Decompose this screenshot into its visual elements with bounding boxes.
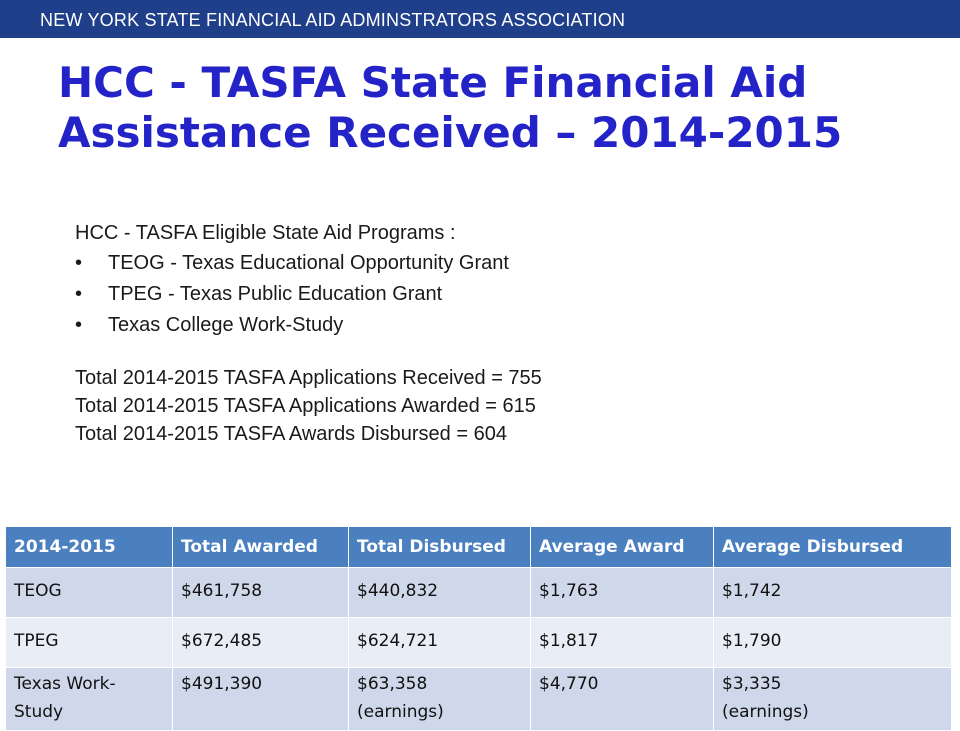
disbursed-amount: $63,358 xyxy=(357,674,428,694)
total-awarded-cell: $672,485 xyxy=(173,618,349,668)
table-row xyxy=(6,618,952,668)
average-award-cell: $1,763 xyxy=(531,568,714,618)
disbursed-note: (earnings) xyxy=(357,702,444,722)
average-award-cell: $1,817 xyxy=(531,618,714,668)
program-label: TEOG - Texas Educational Opportunity Grant xyxy=(108,252,509,274)
header-average-award: Average Award xyxy=(531,527,714,568)
header-total-disbursed: Total Disbursed xyxy=(349,527,531,568)
header-average-disbursed: Average Disbursed xyxy=(714,527,952,568)
programs-heading: HCC - TASFA Eligible State Aid Programs : xyxy=(75,222,456,244)
bullet: • xyxy=(75,252,83,274)
program-cell-line: Study xyxy=(14,702,64,722)
average-award-cell: $4,770 xyxy=(531,668,714,731)
total-disbursed-cell: $440,832 xyxy=(349,568,531,618)
association-name: NEW YORK STATE FINANCIAL AID ADMINSTRATORS ASSOCIATION xyxy=(40,10,626,30)
slide-title xyxy=(58,58,938,158)
aid-table xyxy=(5,526,952,731)
average-disbursed-cell xyxy=(714,668,952,731)
bullet: • xyxy=(75,314,83,336)
title-line-2: Assistance Received – 2014-2015 xyxy=(58,108,843,157)
slide-body xyxy=(75,218,895,447)
program-label: Texas College Work-Study xyxy=(108,314,344,336)
total-received: Total 2014-2015 TASFA Applications Received = 755 xyxy=(75,367,542,389)
program-cell-line: Texas Work- xyxy=(14,674,116,694)
total-awarded: Total 2014-2015 TASFA Applications Awarded = 615 xyxy=(75,395,536,417)
total-disbursed: Total 2014-2015 TASFA Awards Disbursed = 604 xyxy=(75,423,507,445)
totals-block xyxy=(75,363,895,447)
average-disbursed-cell: $1,742 xyxy=(714,568,952,618)
total-disbursed-cell xyxy=(349,668,531,731)
header-year: 2014-2015 xyxy=(6,527,173,568)
total-awarded-cell: $491,390 xyxy=(173,668,349,731)
table-row xyxy=(6,668,952,731)
total-awarded-cell: $461,758 xyxy=(173,568,349,618)
bullet: • xyxy=(75,283,83,305)
list-item xyxy=(75,310,895,341)
program-cell xyxy=(6,668,173,731)
table-row xyxy=(6,568,952,618)
average-disbursed-cell: $1,790 xyxy=(714,618,952,668)
program-label: TPEG - Texas Public Education Grant xyxy=(108,283,443,305)
program-cell: TPEG xyxy=(6,618,173,668)
program-cell: TEOG xyxy=(6,568,173,618)
total-disbursed-cell: $624,721 xyxy=(349,618,531,668)
list-item xyxy=(75,279,895,310)
title-line-1: HCC - TASFA State Financial Aid xyxy=(58,58,808,107)
table-header-row xyxy=(6,527,952,568)
programs-list xyxy=(75,248,895,341)
average-disbursed-amount: $3,335 xyxy=(722,674,782,694)
list-item xyxy=(75,248,895,279)
header-total-awarded: Total Awarded xyxy=(173,527,349,568)
average-disbursed-note: (earnings) xyxy=(722,702,809,722)
header-banner xyxy=(0,0,960,38)
